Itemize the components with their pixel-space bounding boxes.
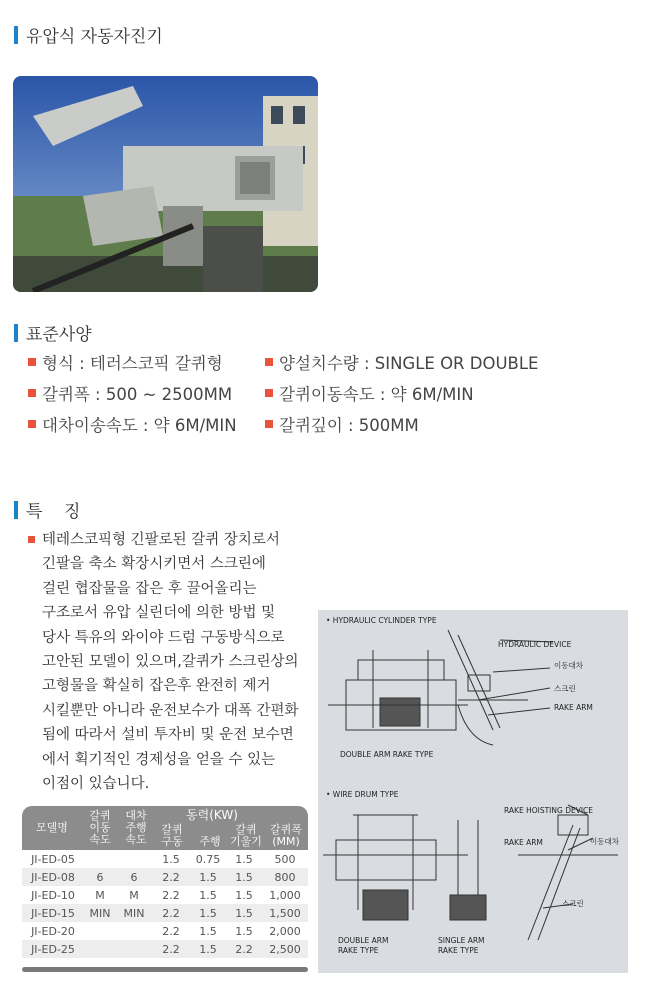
spec-item-label: 양설치수량 : SINGLE OR DOUBLE: [279, 354, 539, 373]
cell-width: 500: [274, 852, 296, 866]
feature-title: 특 징: [26, 502, 81, 522]
header-model: 모델명: [36, 821, 68, 834]
spec-item-label: 갈퀴폭 : 500 ~ 2500MM: [42, 385, 233, 404]
cell-width: 1,500: [262, 904, 308, 922]
feature-line: 시킬뿐만 아니라 운전보수가 대폭 간편화: [42, 702, 299, 719]
spec-table: [22, 850, 308, 958]
bullet-icon: [28, 420, 36, 428]
header-cart-speed: 대차 주행 속도: [125, 809, 147, 846]
spec-accent-bar: [14, 324, 18, 342]
cell-width: 800: [262, 868, 308, 886]
spec-item: [28, 412, 237, 436]
table-row: [22, 904, 308, 922]
diagram-single-arm-b: RAKE TYPE: [438, 946, 479, 955]
cell-rake-speed: [84, 940, 116, 958]
feature-section-title: [14, 497, 80, 522]
spec-item: [265, 381, 474, 405]
table-row: [22, 850, 308, 868]
cell-rake-drive: 2.2: [152, 904, 190, 922]
bullet-icon: [265, 420, 273, 428]
diagram-double-arm-a: DOUBLE ARM: [338, 936, 389, 945]
spec-item-label: 갈퀴깊이 : 500MM: [279, 416, 419, 435]
cell-rake-speed: M: [95, 888, 105, 902]
feature-line: 긴팔을 축소 확장시키면서 스크린에: [42, 556, 266, 573]
header-tilt: 갈퀴 기울기: [230, 823, 262, 848]
page-title: 유압식 자동자진기: [26, 27, 163, 47]
cell-travel: 1.5: [199, 924, 217, 938]
title-accent-bar: [14, 26, 18, 44]
cell-model: JI-ED-05: [31, 852, 75, 866]
cell-cart-speed: [116, 922, 152, 940]
cell-cart-speed: M: [129, 888, 139, 902]
table-row: [22, 922, 308, 940]
table-row: [22, 886, 308, 904]
feature-line: 걸린 협잡물을 잡은 후 끌어올리는: [42, 580, 257, 597]
diagram-screen-label: 스크린: [554, 684, 576, 693]
table-bottom-bar: [22, 967, 308, 972]
cell-rake-speed: [84, 850, 116, 868]
cell-travel: 0.75: [195, 852, 221, 866]
cell-model: JI-ED-15: [22, 904, 84, 922]
spec-item-label: 형식 : 테러스코픽 갈퀴형: [42, 354, 223, 373]
cell-cart-speed: MIN: [116, 904, 152, 922]
cell-travel: 1.5: [190, 904, 226, 922]
cell-cart-speed: 6: [116, 868, 152, 886]
spec-item: [265, 350, 538, 374]
header-power: 동력(KW): [186, 808, 238, 822]
diagram-rake-arm: RAKE ARM: [554, 703, 593, 712]
cell-rake-speed: MIN: [84, 904, 116, 922]
feature-description: [42, 528, 312, 796]
header-rake-drive: 갈퀴 구동: [161, 823, 183, 848]
cell-tilt: 1.5: [235, 924, 253, 938]
spec-item: [265, 412, 419, 436]
spec-item-label: 대차이송속도 : 약 6M/MIN: [42, 416, 237, 435]
cell-model: JI-ED-25: [22, 940, 84, 958]
cell-travel: 1.5: [190, 940, 226, 958]
feature-line: 구조로서 유압 실린더에 의한 방법 및: [42, 605, 276, 622]
header-rake-speed: 갈퀴 이동 속도: [89, 809, 111, 846]
cell-width: 2,000: [269, 924, 301, 938]
cell-tilt: 1.5: [226, 904, 262, 922]
feature-line: 고형물을 확실히 잡은후 완전히 제거: [42, 678, 271, 695]
cell-tilt: 1.5: [235, 888, 253, 902]
feature-line: 됨에 따라서 설비 투자비 및 운전 보수면: [42, 727, 294, 744]
bullet-icon: [265, 389, 273, 397]
cell-rake-speed: 6: [84, 868, 116, 886]
header-width: 갈퀴폭 (MM): [270, 823, 302, 848]
cell-model: JI-ED-08: [22, 868, 84, 886]
spec-title: 표준사양: [26, 325, 92, 345]
feature-line: 고안된 모델이 있으며,갈퀴가 스크린상의: [42, 654, 299, 671]
spec-item: [28, 350, 223, 374]
feature-line: 이점이 있습니다.: [42, 776, 150, 793]
feature-line: 에서 획기적인 경제성을 얻을 수 있는: [42, 751, 276, 768]
rake-machine-photo: [13, 76, 318, 292]
feature-line: 당사 특유의 와이야 드럼 구동방식으로: [42, 629, 285, 646]
cell-cart-speed: [116, 940, 152, 958]
spec-item: [28, 381, 232, 405]
cell-rake-drive: 2.2: [152, 868, 190, 886]
diagram-rake-arm-2: RAKE ARM: [504, 838, 543, 847]
rake-type-diagram: [318, 610, 628, 973]
cell-tilt: 1.5: [235, 852, 253, 866]
table-row: [22, 868, 308, 886]
diagram-rake-hoisting: RAKE HOISTING DEVICE: [504, 806, 594, 815]
diagram-screen-label-2: 스크린: [562, 899, 584, 908]
cell-rake-drive: 2.2: [152, 940, 190, 958]
cell-width: 1,000: [269, 888, 301, 902]
diagram-cart-label: 이동대차: [554, 661, 583, 670]
cell-cart-speed: [116, 850, 152, 868]
page-title-block: [14, 22, 163, 47]
cell-travel: 1.5: [199, 888, 217, 902]
diagram-cart-label-2: 이동대차: [590, 837, 619, 846]
bullet-icon: [28, 536, 35, 543]
cell-tilt: 1.5: [226, 868, 262, 886]
cell-rake-speed: [84, 922, 116, 940]
diagram-wire-title: • WIRE DRUM TYPE: [326, 790, 399, 799]
diagram-double-arm-type: DOUBLE ARM RAKE TYPE: [340, 750, 434, 759]
diagram-hydraulic-title: • HYDRAULIC CYLINDER TYPE: [326, 616, 437, 625]
diagram-double-arm-b: RAKE TYPE: [338, 946, 379, 955]
spec-item-label: 갈퀴이동속도 : 약 6M/MIN: [279, 385, 474, 404]
diagram-single-arm-a: SINGLE ARM: [438, 936, 485, 945]
header-travel: 주행: [199, 835, 221, 848]
cell-width: 2,500: [262, 940, 308, 958]
table-row: [22, 940, 308, 958]
feature-line: 테레스코픽형 긴팔로된 갈퀴 장치로서: [42, 532, 280, 548]
bullet-icon: [28, 358, 36, 366]
diagram-hydraulic-device: HYDRAULIC DEVICE: [498, 640, 572, 649]
cell-rake-drive: 2.2: [162, 924, 180, 938]
cell-rake-drive: 1.5: [162, 852, 180, 866]
bullet-icon: [28, 389, 36, 397]
cell-rake-drive: 2.2: [162, 888, 180, 902]
cell-model: JI-ED-10: [31, 888, 75, 902]
cell-travel: 1.5: [190, 868, 226, 886]
spec-section-title: [14, 320, 92, 345]
feature-accent-bar: [14, 501, 18, 519]
bullet-icon: [265, 358, 273, 366]
spec-table-header: [22, 806, 308, 850]
cell-model: JI-ED-20: [31, 924, 75, 938]
cell-tilt: 2.2: [226, 940, 262, 958]
